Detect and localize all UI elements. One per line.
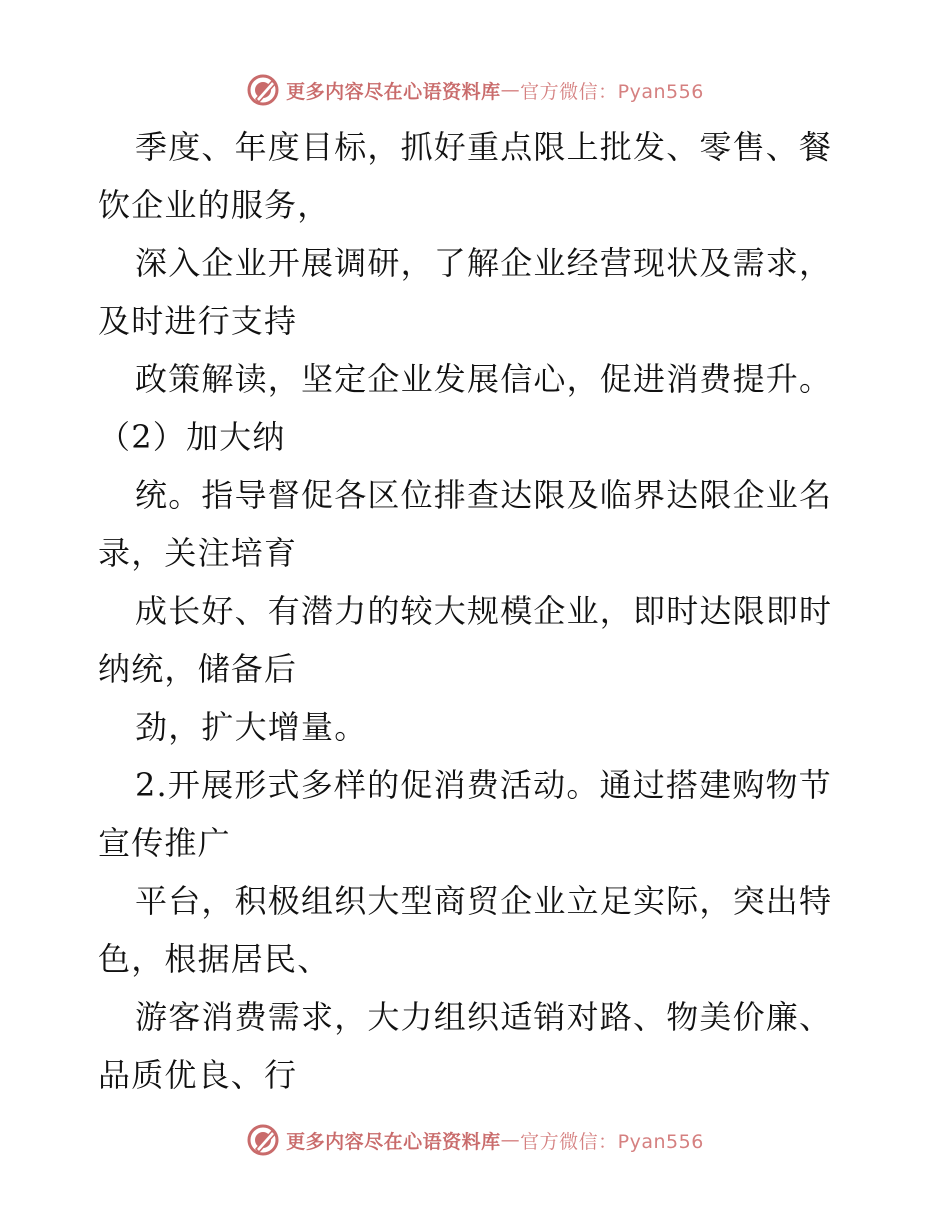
text-line-12: 2.开展形式多样的促消费活动。通过搭建购物节 — [135, 766, 832, 804]
text-line-4: 及时进行支持 — [98, 302, 298, 340]
watermark-brand: 更多内容尽在心语资料库 — [286, 80, 501, 103]
pen-logo-icon — [246, 73, 280, 107]
footer-watermark — [0, 1120, 950, 1160]
text-line-5: 政策解读，坚定企业发展信心，促进消费提升。 — [135, 360, 833, 398]
text-line-9: 成长好、有潜力的较大规模企业，即时达限即时 — [135, 592, 833, 630]
text-line-1: 季度、年度目标，抓好重点限上批发、零售、餐 — [135, 128, 833, 166]
text-line-13: 宣传推广 — [98, 824, 231, 862]
text-line-17: 品质优良、行 — [98, 1056, 298, 1094]
text-line-2: 饮企业的服务， — [98, 186, 331, 224]
pen-logo-icon — [246, 1123, 280, 1157]
text-line-10: 纳统，储备后 — [98, 650, 298, 688]
text-line-16: 游客消费需求，大力组织适销对路、物美价廉、 — [135, 998, 833, 1036]
watermark-brand: 更多内容尽在心语资料库 — [286, 1130, 501, 1153]
text-line-3: 深入企业开展调研，了解企业经营现状及需求， — [135, 244, 833, 282]
watermark-contact: 官方微信：Pyan556 — [520, 80, 704, 103]
text-line-8: 录，关注培育 — [98, 534, 298, 572]
text-line-15: 色，根据居民、 — [98, 940, 331, 978]
text-line-7: 统。指导督促各区位排查达限及临界达限企业名 — [135, 476, 833, 514]
watermark-separator: — — [500, 1129, 521, 1151]
watermark-contact: 官方微信：Pyan556 — [520, 1130, 704, 1153]
document-body — [98, 118, 858, 1104]
watermark-separator: — — [500, 79, 521, 101]
text-line-14: 平台，积极组织大型商贸企业立足实际，突出特 — [135, 882, 833, 920]
text-line-6: （2）加大纳 — [98, 418, 286, 456]
header-watermark — [0, 70, 950, 110]
text-line-11: 劲，扩大增量。 — [135, 708, 368, 746]
